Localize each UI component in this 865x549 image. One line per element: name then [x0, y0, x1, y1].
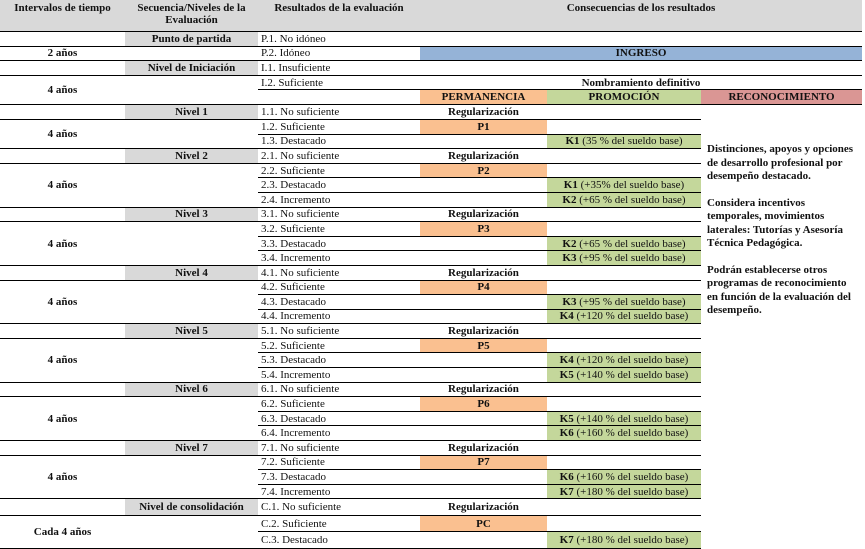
result-label: 6.3. Destacado — [258, 411, 420, 426]
permanencia-code: P4 — [420, 280, 547, 295]
result-label: 6.4. Incremento — [258, 426, 420, 441]
level-blank — [125, 397, 258, 441]
interval-label: 4 años — [0, 75, 125, 105]
promocion-cell — [547, 295, 701, 310]
promocion-cell — [547, 178, 701, 193]
promocion-code: K3 — [562, 295, 577, 308]
promocion-cell — [547, 353, 701, 368]
level-blank — [125, 455, 258, 499]
permanencia-blank — [420, 295, 547, 310]
regularizacion-label: Regularización — [420, 207, 547, 222]
interval-cell — [0, 441, 125, 456]
table-row — [0, 32, 862, 47]
permanencia-blank — [420, 484, 547, 499]
promocion-code: K6 — [559, 471, 574, 484]
result-label: 7.2. Suficiente — [258, 455, 420, 470]
promocion-code: K2 — [562, 193, 577, 206]
promocion-code: K6 — [559, 427, 574, 440]
result-label: C.2. Suficiente — [258, 515, 420, 532]
level-blank — [125, 338, 258, 382]
promocion-detail: (+140 % del sueldo base) — [576, 412, 689, 425]
permanencia-code: P5 — [420, 338, 547, 353]
promocion-blank — [547, 338, 701, 353]
result-label: 7.1. No suficiente — [258, 441, 420, 456]
interval-label: 4 años — [0, 119, 125, 148]
result-label: 3.2. Suficiente — [258, 222, 420, 237]
result-label: 6.1. No suficiente — [258, 382, 420, 397]
reconocimiento-paragraph: Distinciones, apoyos y opciones de desarrollo profesional por desempeño destacado. — [707, 143, 854, 183]
interval-label: 4 años — [0, 163, 125, 207]
interval-cell — [0, 324, 125, 339]
level-name: Nivel 5 — [125, 324, 258, 339]
permanencia-blank — [420, 426, 547, 441]
result-label: C.3. Destacado — [258, 532, 420, 549]
permanencia-blank — [420, 251, 547, 266]
permanencia-code: P2 — [420, 163, 547, 178]
interval-cell — [0, 149, 125, 164]
promocion-header: PROMOCIÓN — [547, 90, 701, 105]
header-intervals: Intervalos de tiempo — [0, 0, 125, 32]
ingreso-label: INGRESO — [420, 46, 862, 61]
promocion-blank — [547, 441, 701, 456]
promocion-blank — [547, 324, 701, 339]
regularizacion-label: Regularización — [420, 265, 547, 280]
regularizacion-label: Regularización — [420, 105, 547, 120]
level-name: Nivel 4 — [125, 265, 258, 280]
result-label: 3.4. Incremento — [258, 251, 420, 266]
promocion-code: K4 — [559, 354, 574, 367]
result-label: 4.2. Suficiente — [258, 280, 420, 295]
level-blank — [125, 119, 258, 148]
interval-label: Cada 4 años — [0, 515, 125, 548]
promocion-detail: (+95 % del sueldo base) — [579, 295, 686, 308]
table-row — [0, 75, 862, 90]
permanencia-code: P3 — [420, 222, 547, 237]
promocion-blank — [547, 499, 701, 516]
result-label: P.2. Idóneo — [258, 46, 420, 61]
table-row — [0, 105, 862, 120]
promocion-cell — [547, 411, 701, 426]
promocion-blank — [547, 207, 701, 222]
result-label: 2.2. Suficiente — [258, 163, 420, 178]
reconocimiento-paragraph: Considera incentivos temporales, movimientos laterales: Tutorías y Asesoría Técnica Pedagógica. — [707, 196, 843, 250]
promocion-detail: (+35% del sueldo base) — [580, 179, 685, 192]
regularizacion-label: Regularización — [420, 499, 547, 516]
level-blank — [125, 163, 258, 207]
result-label: P.1. No idóneo — [258, 32, 420, 47]
result-label: 5.3. Destacado — [258, 353, 420, 368]
header-consequences: Consecuencias de los resultados — [420, 0, 862, 32]
permanencia-code: P1 — [420, 119, 547, 134]
stage-label: Punto de partida — [125, 32, 258, 47]
permanencia-blank — [420, 178, 547, 193]
result-label: 1.3. Destacado — [258, 134, 420, 149]
promocion-code: K5 — [559, 368, 574, 381]
result-label: 2.1. No suficiente — [258, 149, 420, 164]
promocion-detail: (+120 % del sueldo base) — [576, 354, 689, 367]
result-label: C.1. No suficiente — [258, 499, 420, 516]
promocion-blank — [547, 163, 701, 178]
level-blank — [125, 515, 258, 548]
permanencia-blank — [420, 470, 547, 485]
promocion-detail: (+120 % del sueldo base) — [576, 310, 689, 323]
interval-cell — [0, 382, 125, 397]
promocion-cell — [547, 470, 701, 485]
promocion-detail: (+160 % del sueldo base) — [576, 471, 689, 484]
table-row — [0, 46, 862, 61]
promocion-cell — [547, 251, 701, 266]
regularizacion-label: Regularización — [420, 441, 547, 456]
result-label: 6.2. Suficiente — [258, 397, 420, 412]
result-label: 3.3. Destacado — [258, 236, 420, 251]
permanencia-blank — [420, 236, 547, 251]
result-label: 7.3. Destacado — [258, 470, 420, 485]
promocion-detail: (+160 % del sueldo base) — [576, 427, 689, 440]
promocion-cell — [547, 134, 701, 149]
permanencia-header: PERMANENCIA — [420, 90, 547, 105]
regularizacion-label: Regularización — [420, 324, 547, 339]
permanencia-code: PC — [420, 515, 547, 532]
interval-label: 4 años — [0, 397, 125, 441]
permanencia-blank — [420, 353, 547, 368]
promocion-blank — [547, 149, 701, 164]
interval-cell — [0, 207, 125, 222]
interval-cell — [0, 499, 125, 516]
promocion-code: K4 — [559, 310, 574, 323]
level-name: Nivel 2 — [125, 149, 258, 164]
result-label: 5.2. Suficiente — [258, 338, 420, 353]
result-label: 5.1. No suficiente — [258, 324, 420, 339]
promocion-code: K2 — [562, 237, 577, 250]
result-label: 4.1. No suficiente — [258, 265, 420, 280]
permanencia-blank — [420, 411, 547, 426]
promocion-blank — [547, 455, 701, 470]
promocion-detail: (35 % del sueldo base) — [582, 135, 683, 148]
level-name: Nivel 3 — [125, 207, 258, 222]
level-name: Nivel 7 — [125, 441, 258, 456]
regularizacion-label: Regularización — [420, 382, 547, 397]
promocion-blank — [547, 105, 701, 120]
promocion-code: K7 — [559, 485, 574, 498]
regularizacion-label: Regularización — [420, 149, 547, 164]
result-label: 1.2. Suficiente — [258, 119, 420, 134]
interval-label: 4 años — [0, 222, 125, 266]
promocion-blank — [547, 280, 701, 295]
promocion-blank — [547, 515, 701, 532]
permanencia-code: P7 — [420, 455, 547, 470]
nombramiento-label: Nombramiento definitivo — [581, 76, 701, 89]
header-results: Resultados de la evaluación — [258, 0, 420, 32]
promocion-detail: (+140 % del sueldo base) — [576, 368, 689, 381]
header-sequence: Secuencia/Niveles de la Evaluación — [125, 0, 258, 32]
result-label: I.2. Suficiente — [258, 75, 420, 90]
interval-label: 4 años — [0, 455, 125, 499]
reconocimiento-text — [701, 105, 862, 549]
promocion-code: K1 — [565, 135, 580, 148]
promocion-blank — [547, 265, 701, 280]
promocion-cell — [547, 192, 701, 207]
promocion-cell — [547, 368, 701, 383]
result-label: 5.4. Incremento — [258, 368, 420, 383]
promocion-detail: (+180 % del sueldo base) — [576, 534, 689, 547]
result-label: 1.1. No suficiente — [258, 105, 420, 120]
interval-cell — [0, 265, 125, 280]
reconocimiento-header: RECONOCIMIENTO — [701, 90, 862, 105]
level-name: Nivel 1 — [125, 105, 258, 120]
promocion-detail: (+65 % del sueldo base) — [579, 193, 686, 206]
permanencia-blank — [420, 309, 547, 324]
level-name: Nivel de consolidación — [125, 499, 258, 516]
permanencia-code: P6 — [420, 397, 547, 412]
promocion-code: K7 — [559, 534, 574, 547]
result-label: 2.3. Destacado — [258, 178, 420, 193]
promocion-cell — [547, 426, 701, 441]
permanencia-blank — [420, 532, 547, 549]
promocion-blank — [547, 382, 701, 397]
stage-label: Nivel de Iniciación — [125, 61, 258, 76]
header-row — [0, 0, 862, 32]
interval-cell — [0, 105, 125, 120]
result-label: 4.3. Destacado — [258, 295, 420, 310]
promocion-cell — [547, 236, 701, 251]
permanencia-blank — [420, 134, 547, 149]
promocion-cell — [547, 309, 701, 324]
promocion-detail: (+65 % del sueldo base) — [579, 237, 686, 250]
result-label: 2.4. Incremento — [258, 192, 420, 207]
level-blank — [125, 280, 258, 324]
promocion-detail: (+180 % del sueldo base) — [576, 485, 689, 498]
promocion-detail: (+95 % del sueldo base) — [579, 252, 686, 265]
level-name: Nivel 6 — [125, 382, 258, 397]
promocion-blank — [547, 397, 701, 412]
promocion-blank — [547, 119, 701, 134]
permanencia-blank — [420, 368, 547, 383]
reconocimiento-paragraph: Podrán establecerse otros programas de reconocimiento en función de la evaluación del desempeño. — [707, 263, 851, 317]
result-label: 7.4. Incremento — [258, 484, 420, 499]
promocion-code: K3 — [562, 252, 577, 265]
promocion-cell — [547, 484, 701, 499]
promocion-code: K1 — [563, 179, 578, 192]
result-label: 3.1. No suficiente — [258, 207, 420, 222]
level-blank — [125, 222, 258, 266]
result-label: I.1. Insuficiente — [258, 61, 420, 76]
promocion-code: K5 — [559, 412, 574, 425]
table-row — [0, 61, 862, 76]
permanencia-blank — [420, 192, 547, 207]
result-label: 4.4. Incremento — [258, 309, 420, 324]
promocion-blank — [547, 222, 701, 237]
promocion-cell — [547, 532, 701, 549]
interval-label: 4 años — [0, 338, 125, 382]
interval-label: 4 años — [0, 280, 125, 324]
interval-label: 2 años — [0, 46, 125, 61]
